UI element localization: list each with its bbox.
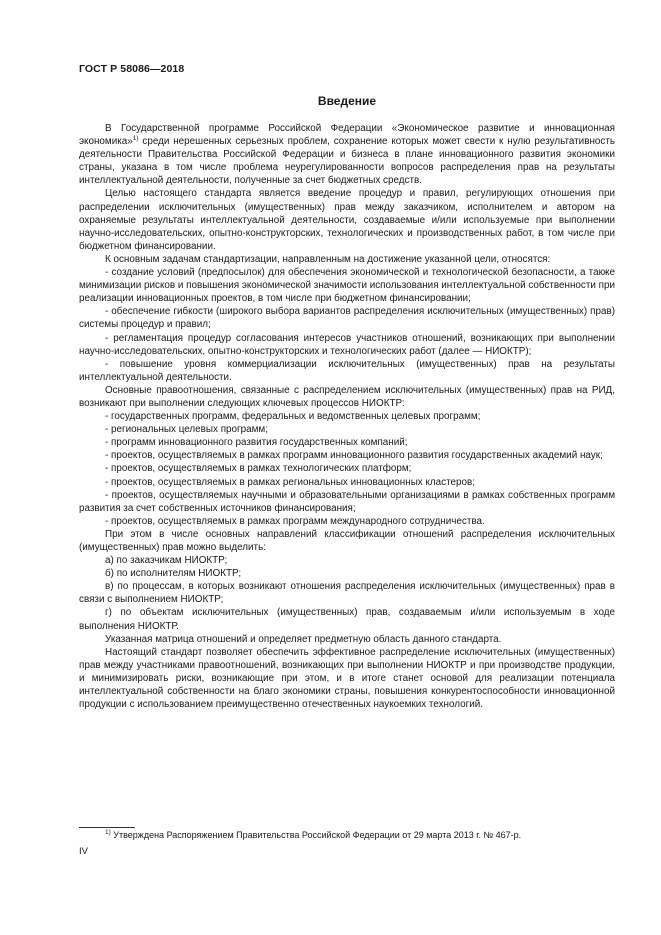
list-item: б) по исполнителям НИОКТР; xyxy=(105,568,242,580)
section-title: Введение xyxy=(317,94,377,108)
list-item: а) по заказчикам НИОКТР; xyxy=(105,555,228,567)
page-number: IV xyxy=(79,846,88,857)
footnote xyxy=(105,829,615,841)
paragraph: Указанная матрица отношений и определяет предметную область данного стандарта. xyxy=(105,633,502,645)
footnote-text: Утверждена Распоряжением Правительства Российской Федерации от 29 марта 2013 г. № 467-р. xyxy=(110,830,522,840)
list-item: - проектов, осуществляемых научными и образовательными организациями в рамках собственных программ развития за счет собственных источников финансирования; xyxy=(79,489,615,514)
list-item: - региональных целевых программ; xyxy=(105,424,268,436)
document-code: ГОСТ Р 58086—2018 xyxy=(79,63,185,75)
body-text xyxy=(79,122,615,711)
paragraph: Целью настоящего стандарта является введение процедур и правил, регулирующих отношения при распределении исключительных (имущественных) прав между заказчиком, исполнителем и автором на охраняемые результаты интеллектуальной деятельности, создаваемые и/или используемые при выполнении научно-исследовательских, опытно-конструкторских, технологических и производственных работ, в том числе при бюджетном финансировании. xyxy=(79,188,615,252)
list-item: - программ инновационного развития государственных компаний; xyxy=(105,437,408,449)
list-item: - регламентация процедур согласования интересов участников отношений, возникающих при выполнении научно-исследовательских, опытно-конструкторских и технологических работ (далее — НИОКТР); xyxy=(79,332,615,357)
footnote-marker: 1) xyxy=(105,829,111,836)
paragraph: Основные правоотношения, связанные с распределением исключительных (имущественных) прав на РИД, возникают при выполнении следующих ключевых процессов НИОКТР: xyxy=(79,384,615,409)
list-item: - проектов, осуществляемых в рамках программ международного сотрудничества. xyxy=(105,515,485,527)
list-item: - проектов, осуществляемых в рамках региональных инновационных кластеров; xyxy=(105,476,475,488)
list-item: - создание условий (предпосылок) для обеспечения экономической и технологической безопасности, а также минимизации рисков и повышения экономической значимости использования интеллектуальной собственности при реализации инновационных проектов, в том числе при бюджетном финансировании; xyxy=(79,267,615,305)
paragraph: В Государственной программе Российской Федерации «Экономическое развитие и инновационная экономика»$^{1)}$ среди нерешенных серьезных проблем, сохранение которых может свести к нулю результативность деятельности Правительства Российской Федерации и бизнеса в плане инновационного развития экономики страны, указана в том числе проблема неурегулированности вопросов распределения прав на результаты интеллектуальной деятельности, полученные за счет бюджетных средств. xyxy=(79,123,615,187)
list-item: г) по объектам исключительных (имущественных) прав, создаваемым и/или используемым в ходе выполнения НИОКТР. xyxy=(79,607,615,632)
list-item: - проектов, осуществляемых в рамках технологических платформ; xyxy=(105,463,412,475)
list-item: - повышение уровня коммерциализации исключительных (имущественных) прав на результаты интеллектуальной деятельности. xyxy=(79,358,615,383)
list-item: в) по процессам, в которых возникают отношения распределения исключительных (имущественных) прав в связи с выполнением НИОКТР; xyxy=(79,581,615,606)
footnote-ref[interactable]: 1) xyxy=(132,135,139,143)
list-item: - государственных программ, федеральных и ведомственных целевых программ; xyxy=(105,411,481,423)
paragraph: Настоящий стандарт позволяет обеспечить эффективное распределение исключительных (имущественных) прав между участниками правоотношений, возникающих при выполнении НИОКТР и при производстве продукции, и минимизировать риски, возникающие при этом, и в итоге станет основой для реализации потенциала интеллектуальной собственности на благо экономики страны, повышения конкурентоспособности инновационной продукции с использованием преимущественно отечественных наукоемких технологий. xyxy=(79,646,615,711)
list-item: - обеспечение гибкости (широкого выбора вариантов распределения исключительных (имущественных) прав) системы процедур и правил; xyxy=(79,306,615,331)
paragraph: К основным задачам стандартизации, направленным на достижение указанной цели, относятся: xyxy=(105,253,551,265)
footnote-divider xyxy=(79,827,135,828)
list-item: - проектов, осуществляемых в рамках программ инновационного развития государственных академий наук; xyxy=(105,450,603,462)
paragraph: При этом в числе основных направлений классификации отношений распределения исключительных (имущественных) прав можно выделить: xyxy=(79,528,615,553)
